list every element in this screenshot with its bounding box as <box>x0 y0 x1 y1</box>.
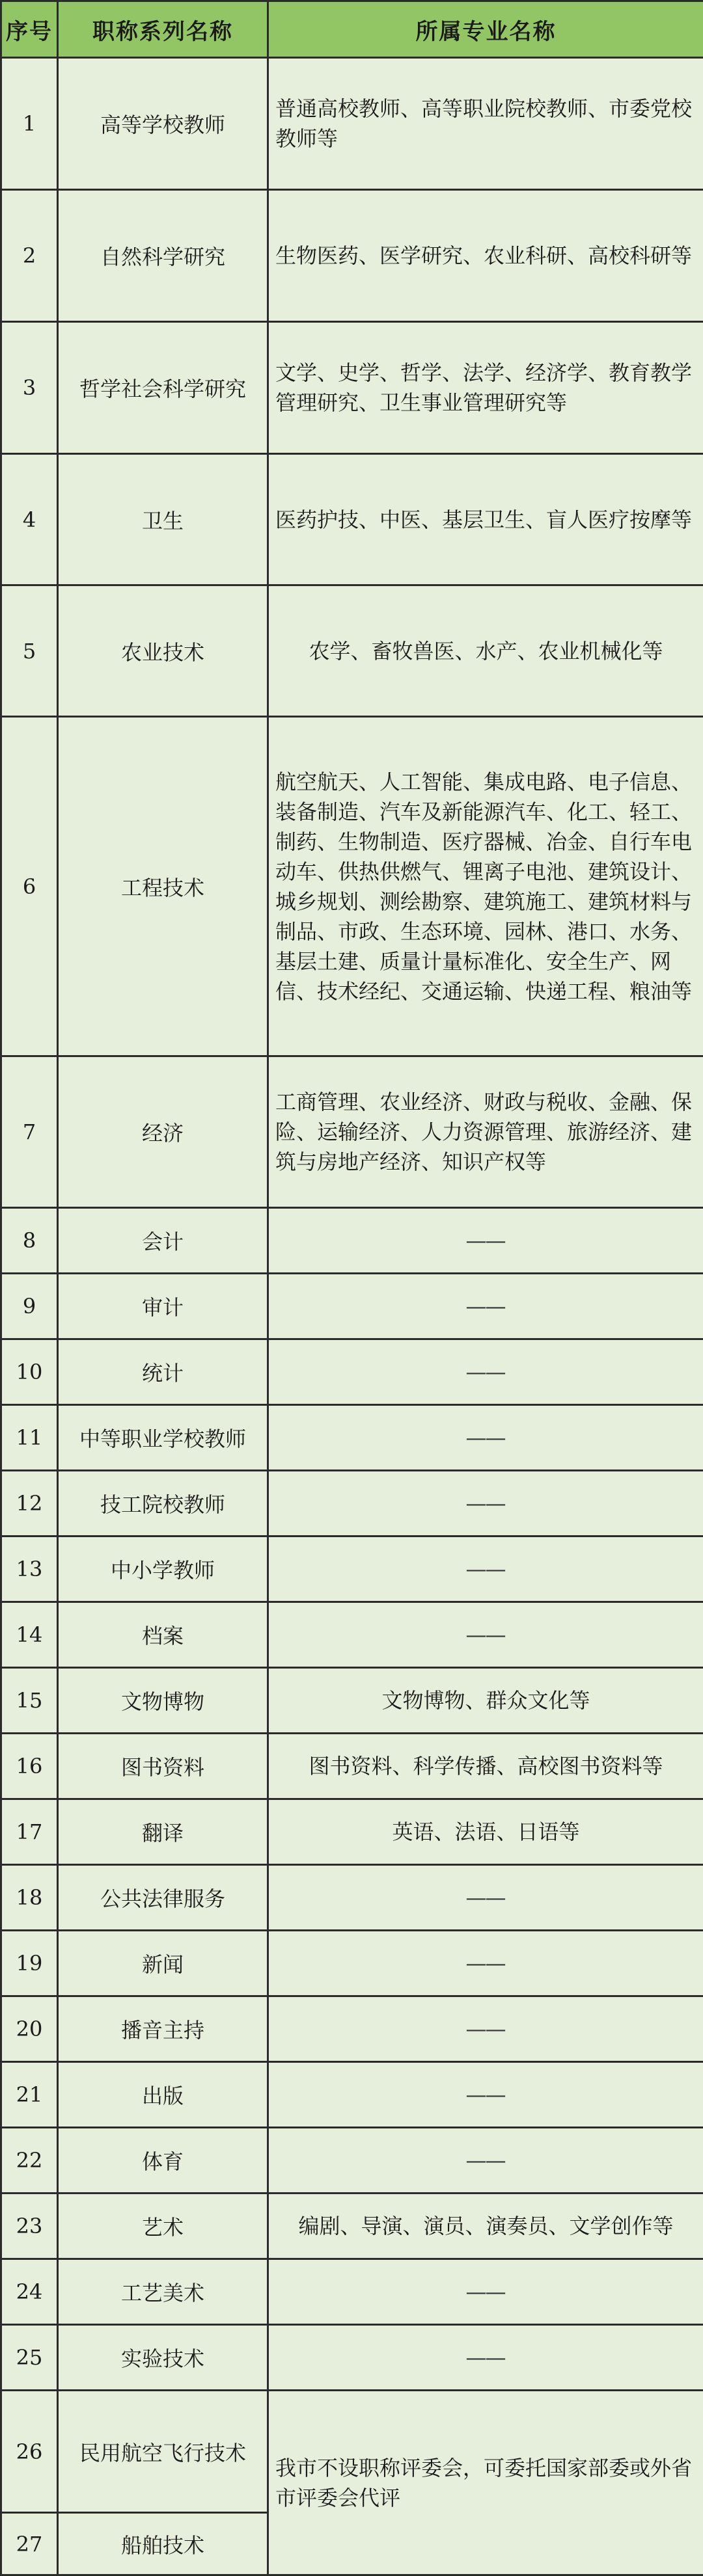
series-name: 工程技术 <box>58 717 268 1056</box>
table-row <box>1 2194 703 2259</box>
table-row <box>1 717 703 1056</box>
major-names: 普通高校教师、高等职业院校教师、市委党校教师等 <box>268 58 703 190</box>
table-row <box>1 585 703 717</box>
major-names: 编剧、导演、演员、演奏员、文学创作等 <box>268 2194 703 2259</box>
series-name: 农业技术 <box>58 585 268 717</box>
series-name: 中等职业学校教师 <box>58 1405 268 1471</box>
major-names: —— <box>268 1405 703 1471</box>
table-row <box>1 1931 703 1996</box>
series-name: 民用航空飞行技术 <box>58 2391 268 2513</box>
table-row <box>1 58 703 190</box>
row-no: 11 <box>1 1405 58 1471</box>
table-header-row <box>1 1 703 58</box>
row-no: 18 <box>1 1865 58 1931</box>
header-series-name: 职称系列名称 <box>58 1 268 58</box>
row-no: 10 <box>1 1339 58 1405</box>
row-no: 23 <box>1 2194 58 2259</box>
row-no: 15 <box>1 1668 58 1734</box>
major-names: —— <box>268 2062 703 2128</box>
major-names: 农学、畜牧兽医、水产、农业机械化等 <box>268 585 703 717</box>
row-no: 20 <box>1 1996 58 2062</box>
row-no: 27 <box>1 2513 58 2575</box>
table-row <box>1 1799 703 1865</box>
row-no: 9 <box>1 1274 58 1339</box>
major-names: 图书资料、科学传播、高校图书资料等 <box>268 1734 703 1799</box>
row-no: 19 <box>1 1931 58 1996</box>
series-name: 体育 <box>58 2128 268 2194</box>
major-names: 英语、法语、日语等 <box>268 1799 703 1865</box>
row-no: 14 <box>1 1602 58 1668</box>
table-row <box>1 454 703 585</box>
row-no: 7 <box>1 1056 58 1208</box>
row-no: 5 <box>1 585 58 717</box>
major-names: —— <box>268 1274 703 1339</box>
series-name: 艺术 <box>58 2194 268 2259</box>
major-names: —— <box>268 1602 703 1668</box>
major-names: —— <box>268 1339 703 1405</box>
row-no: 8 <box>1 1208 58 1274</box>
table-row <box>1 1734 703 1799</box>
row-no: 3 <box>1 322 58 454</box>
major-names: 医药护技、中医、基层卫生、盲人医疗按摩等 <box>268 454 703 585</box>
row-no: 24 <box>1 2259 58 2325</box>
table-row <box>1 1274 703 1339</box>
series-name: 审计 <box>58 1274 268 1339</box>
major-names: —— <box>268 2325 703 2391</box>
major-names: 文学、史学、哲学、法学、经济学、教育教学管理研究、卫生事业管理研究等 <box>268 322 703 454</box>
major-names: 航空航天、人工智能、集成电路、电子信息、装备制造、汽车及新能源汽车、化工、轻工、制药、生物制造、医疗器械、冶金、自行车电动车、供热供燃气、锂离子电池、建筑设计、城乡规划、测绘勘察、建筑施工、建筑材料与制品、市政、生态环境、园林、港口、水务、基层土建、质量计量标准化、安全生产、网信、技术经纪、交通运输、快递工程、粮油等 <box>268 717 703 1056</box>
major-names: —— <box>268 1208 703 1274</box>
major-names: —— <box>268 2128 703 2194</box>
row-no: 25 <box>1 2325 58 2391</box>
series-name: 档案 <box>58 1602 268 1668</box>
series-name: 统计 <box>58 1339 268 1405</box>
table-row <box>1 2325 703 2391</box>
series-name: 公共法律服务 <box>58 1865 268 1931</box>
series-name: 哲学社会科学研究 <box>58 322 268 454</box>
series-name: 船舶技术 <box>58 2513 268 2575</box>
table-row <box>1 1056 703 1208</box>
row-no: 12 <box>1 1471 58 1536</box>
major-names: —— <box>268 1536 703 1602</box>
major-names: 工商管理、农业经济、财政与税收、金融、保险、运输经济、人力资源管理、旅游经济、建筑与房地产经济、知识产权等 <box>268 1056 703 1208</box>
series-name: 新闻 <box>58 1931 268 1996</box>
header-no: 序号 <box>1 1 58 58</box>
series-name: 出版 <box>58 2062 268 2128</box>
table-row <box>1 2062 703 2128</box>
series-name: 经济 <box>58 1056 268 1208</box>
header-major-name: 所属专业名称 <box>268 1 703 58</box>
series-name: 播音主持 <box>58 1996 268 2062</box>
major-names: —— <box>268 2259 703 2325</box>
table-row <box>1 2259 703 2325</box>
row-no: 4 <box>1 454 58 585</box>
row-no: 21 <box>1 2062 58 2128</box>
table-row <box>1 1865 703 1931</box>
table-row <box>1 1339 703 1405</box>
series-name: 会计 <box>58 1208 268 1274</box>
table-row <box>1 2391 703 2513</box>
row-no: 16 <box>1 1734 58 1799</box>
table-row <box>1 190 703 322</box>
series-name: 自然科学研究 <box>58 190 268 322</box>
table-row <box>1 1208 703 1274</box>
major-names: —— <box>268 1865 703 1931</box>
major-names: 生物医药、医学研究、农业科研、高校科研等 <box>268 190 703 322</box>
series-name: 翻译 <box>58 1799 268 1865</box>
row-no: 13 <box>1 1536 58 1602</box>
major-names: —— <box>268 1996 703 2062</box>
row-no: 1 <box>1 58 58 190</box>
series-name: 文物博物 <box>58 1668 268 1734</box>
major-names: —— <box>268 1471 703 1536</box>
row-no: 17 <box>1 1799 58 1865</box>
series-name: 高等学校教师 <box>58 58 268 190</box>
table-row <box>1 1602 703 1668</box>
table-row <box>1 1536 703 1602</box>
series-name: 技工院校教师 <box>58 1471 268 1536</box>
series-name: 中小学教师 <box>58 1536 268 1602</box>
table-row <box>1 1405 703 1471</box>
row-no: 2 <box>1 190 58 322</box>
series-name: 实验技术 <box>58 2325 268 2391</box>
table-row <box>1 322 703 454</box>
series-name: 卫生 <box>58 454 268 585</box>
table-row <box>1 1996 703 2062</box>
series-name: 图书资料 <box>58 1734 268 1799</box>
series-name: 工艺美术 <box>58 2259 268 2325</box>
row-no: 26 <box>1 2391 58 2513</box>
table-row <box>1 1471 703 1536</box>
table-row <box>1 1668 703 1734</box>
row-no: 6 <box>1 717 58 1056</box>
major-names: 我市不设职称评委会，可委托国家部委或外省市评委会代评 <box>268 2391 703 2575</box>
major-names: —— <box>268 1931 703 1996</box>
row-no: 22 <box>1 2128 58 2194</box>
major-names: 文物博物、群众文化等 <box>268 1668 703 1734</box>
table-row <box>1 2128 703 2194</box>
